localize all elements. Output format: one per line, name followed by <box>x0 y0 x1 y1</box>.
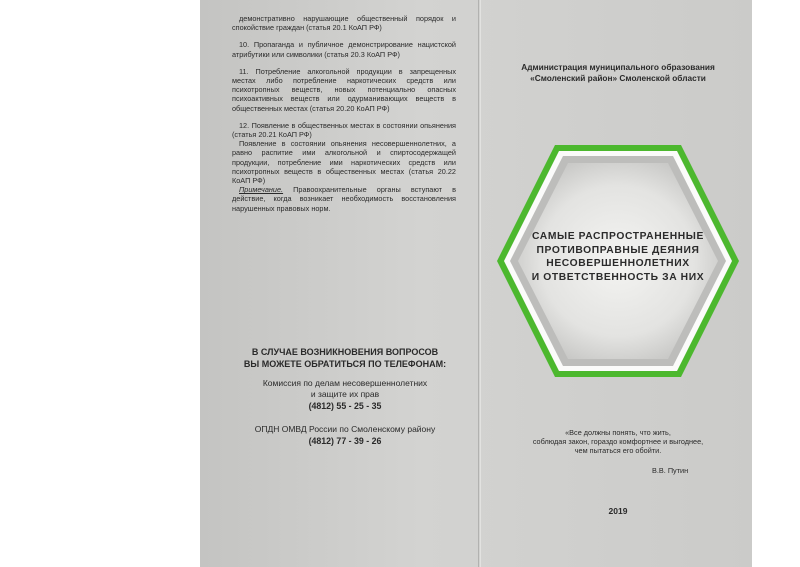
fold-highlight <box>480 0 481 567</box>
note-text: Правоохранительные органы вступают в действие, когда возникает необходимость восстановления нарушенных правовых норм. <box>232 185 456 213</box>
quote-author: В.В. Путин <box>652 466 689 475</box>
paragraph-item-12-detail: Появление в состоянии опьянения несовершеннолетних, а равно распитие ими алкогольной и спиртосодержащей продукции, потребление ими наркотических средств или психотропных веществ в общественных местах (статья 20.22 КоАП РФ) <box>232 139 456 186</box>
title-line4: И ОТВЕТСТВЕННОСТЬ ЗА НИХ <box>531 271 705 283</box>
paragraph-item-10: 10. Пропаганда и публичное демонстрирование нацистской атрибутики или символики (статья 20.3 КоАП РФ) <box>232 40 456 59</box>
title-line2: ПРОТИВОПРАВНЫЕ ДЕЯНИЯ <box>536 244 700 256</box>
left-panel <box>232 14 456 221</box>
commission-phone: (4812) 55 - 25 - 35 <box>308 401 382 411</box>
quote-line3: чем пытаться его обойти. <box>574 446 662 456</box>
police-department-phone: (4812) 77 - 39 - 26 <box>308 436 382 446</box>
contacts-header-line1: В СЛУЧАЕ ВОЗНИКНОВЕНИЯ ВОПРОСОВ <box>251 347 439 357</box>
contacts-block <box>220 346 470 447</box>
publication-year: 2019 <box>608 506 628 516</box>
paragraph-item-12: 12. Появление в общественных местах в состоянии опьянения (статья 20.21 КоАП РФ) <box>232 120 456 140</box>
quote-line1: «Все должны понять, что жить, <box>565 428 671 437</box>
paragraph-continuation: демонстративно нарушающие общественный порядок и спокойствие граждан (статья 20.1 КоАП РФ) <box>232 14 456 33</box>
administration-line2: «Смоленский район» Смоленской области <box>530 73 706 83</box>
fold-line <box>478 0 479 567</box>
note-label: Примечание. <box>239 185 284 195</box>
contacts-header-line2: ВЫ МОЖЕТЕ ОБРАТИТЬСЯ ПО ТЕЛЕФОНАМ: <box>243 359 447 369</box>
title-line3: НЕСОВЕРШЕННОЛЕТНИХ <box>546 258 690 269</box>
commission-name-line1: Комиссия по делам несовершеннолетних <box>262 378 428 388</box>
administration-line1: Администрация муниципального образования <box>521 62 715 72</box>
administration-heading <box>492 62 744 84</box>
paragraph-item-11: 11. Потребление алкогольной продукции в запрещенных местах либо потребление наркотических средств или психотропных веществ, новых потенциально опасных психоактивных веществ или одурманивающих веществ в общественных местах (статья 20.20 КоАП РФ) <box>232 66 456 113</box>
brochure-title <box>506 230 730 284</box>
commission-name-line2: и защите их прав <box>310 389 380 399</box>
quote <box>492 428 744 456</box>
note-paragraph <box>232 185 456 213</box>
title-line1: САМЫЕ РАСПРОСТРАНЕННЫЕ <box>532 231 704 242</box>
police-department-name: ОПДН ОМВД России по Смоленскому району <box>254 424 436 434</box>
quote-line2: соблюдая закон, гораздо комфортнее и выгоднее, <box>532 437 704 447</box>
